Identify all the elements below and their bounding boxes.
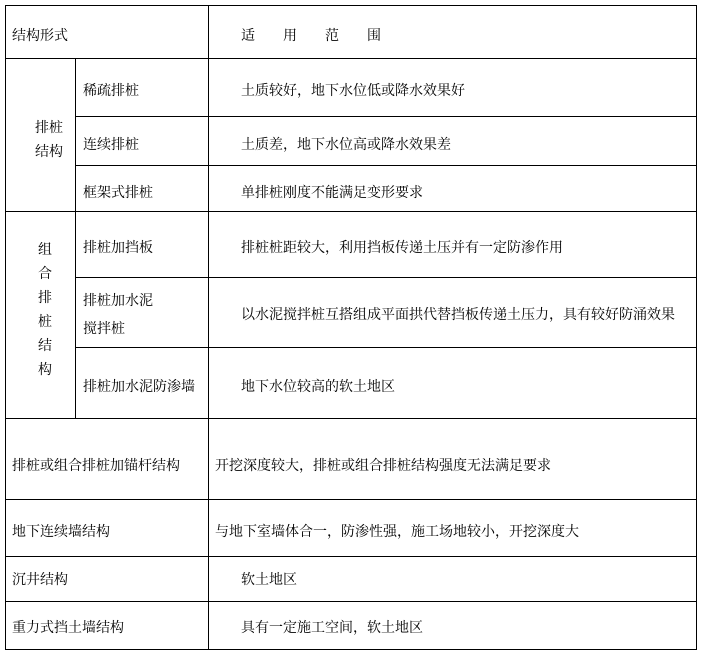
cell-scope: 排桩桩距较大，利用挡板传递土压并有一定防渗作用 [241, 240, 563, 256]
column-divider-main [208, 5, 209, 650]
row-divider [75, 347, 697, 348]
row-divider [75, 116, 697, 117]
row-divider [5, 58, 697, 59]
cell-type: 排桩加水泥防渗墙 [83, 379, 195, 395]
cell-type-line2: 搅拌桩 [83, 321, 125, 337]
cell-scope: 软土地区 [241, 572, 297, 588]
cell-type: 稀疏排桩 [83, 83, 139, 99]
header-structure-form: 结构形式 [12, 28, 68, 44]
row-divider [5, 556, 697, 557]
cell-scope: 与地下室墙体合一，防渗性强，施工场地较小，开挖深度大 [215, 524, 579, 540]
cell-scope: 单排桩刚度不能满足变形要求 [241, 185, 423, 201]
cell-type: 地下连续墙结构 [12, 524, 110, 540]
cell-scope: 土质较好，地下水位低或降水效果好 [241, 83, 465, 99]
cell-scope: 土质差，地下水位高或降水效果差 [241, 137, 451, 153]
column-divider-sub [75, 58, 76, 418]
row-divider [5, 601, 697, 602]
cell-type: 连续排桩 [83, 137, 139, 153]
group-label-combo: 组合排桩结构 [38, 242, 52, 378]
cell-type: 排桩或组合排桩加锚杆结构 [12, 458, 180, 474]
row-divider [75, 165, 697, 166]
cell-scope: 以水泥搅拌桩互搭组成平面拱代替挡板传递土压力，具有较好防涌效果 [241, 307, 675, 323]
cell-type: 排桩加挡板 [83, 240, 153, 256]
cell-scope: 开挖深度较大，排桩或组合排桩结构强度无法满足要求 [215, 458, 551, 474]
row-divider [5, 211, 697, 212]
cell-type: 框架式排桩 [83, 185, 153, 201]
row-divider [75, 277, 697, 278]
cell-scope: 具有一定施工空间，软土地区 [241, 620, 423, 636]
row-divider [5, 499, 697, 500]
cell-type: 沉井结构 [12, 572, 68, 588]
group-label-pile: 排桩结构 [35, 120, 63, 160]
cell-type-line1: 排桩加水泥 [83, 293, 153, 309]
header-scope: 适 用 范 围 [241, 28, 381, 44]
cell-scope: 地下水位较高的软土地区 [241, 379, 395, 395]
cell-type: 重力式挡土墙结构 [12, 620, 124, 636]
row-divider [5, 418, 697, 419]
